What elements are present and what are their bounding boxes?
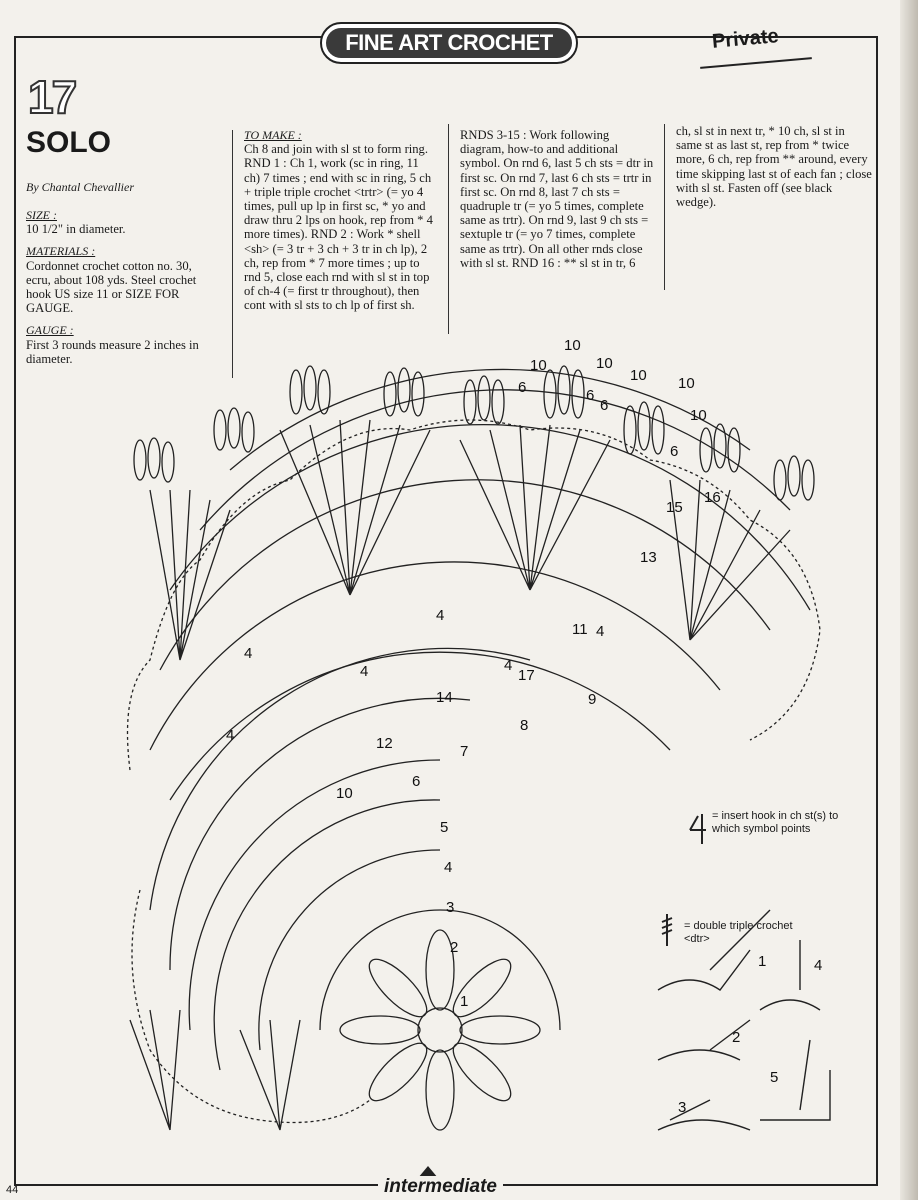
svg-text:6: 6: [586, 387, 595, 404]
svg-text:6: 6: [670, 443, 679, 460]
gauge-text: First 3 rounds measure 2 inches in diameter.: [26, 337, 199, 366]
svg-text:3: 3: [446, 899, 455, 916]
column-divider: [664, 124, 665, 290]
magazine-masthead: [320, 22, 578, 64]
book-spine-shadow: [900, 0, 918, 1200]
svg-text:1: 1: [460, 993, 469, 1010]
column-to-make: [244, 128, 436, 313]
svg-text:6: 6: [412, 773, 421, 790]
svg-text:10: 10: [630, 367, 647, 384]
pattern-number: 17: [28, 71, 76, 123]
svg-text:10: 10: [530, 357, 547, 374]
pattern-title: SOLO: [26, 126, 112, 159]
svg-text:1: 1: [758, 953, 767, 970]
svg-text:4: 4: [444, 859, 453, 876]
svg-text:4: 4: [504, 657, 513, 674]
svg-text:4: 4: [226, 727, 235, 744]
lower-chain: [132, 890, 370, 1123]
materials-heading: MATERIALS :: [26, 244, 96, 259]
svg-text:10: 10: [564, 337, 581, 354]
page-number: 44: [6, 1184, 19, 1196]
svg-text:10: 10: [336, 785, 353, 802]
svg-text:4: 4: [244, 645, 253, 662]
svg-text:11: 11: [572, 621, 588, 638]
svg-text:6: 6: [600, 397, 609, 414]
size-text: 10 1/2" in diameter.: [26, 222, 126, 237]
svg-text:5: 5: [440, 819, 449, 836]
svg-text:16: 16: [704, 489, 721, 506]
center-petals: [340, 930, 540, 1130]
crochet-diagram: [110, 330, 840, 1150]
size-heading: SIZE :: [26, 208, 57, 222]
fan-spokes: [130, 420, 790, 1130]
rounds-text: RNDS 3-15 : Work following diagram, how-to and additional symbol. On rnd 6, last 5 ch sts = dtr in first sc. On rnd 7, last 6 ch sts = trtr in first sc. On rnd 8, last 7 ch sts = quadruple tr (= yo 5 times, complete same as trtr). On rnd 9, last 9 ch sts = sextuple tr (= yo 7 times, complete same as trtr). On all other rnds close with sl st. RND 16 : ** sl st in tr, 6: [460, 128, 654, 270]
svg-text:8: 8: [520, 717, 529, 734]
column-rounds-continued: [676, 124, 872, 209]
svg-text:6: 6: [518, 379, 527, 396]
column-rounds: [460, 128, 654, 270]
to-make-heading: TO MAKE :: [244, 128, 302, 142]
diagram-labels: [226, 337, 721, 1010]
svg-text:4: 4: [436, 607, 445, 624]
rounds-continued-text: ch, sl st in next tr, * 10 ch, sl st in same st as last st, rep from * twice more, 6 ch, rep from ** around, every time skipping last st of each fan ; close with sl st. Fasten off (see black wedge).: [676, 124, 872, 210]
svg-text:7: 7: [460, 743, 469, 760]
legend-insert-hook: = insert hook in ch st(s) to which symbol points: [712, 810, 839, 835]
materials-text: Cordonnet crochet cotton no. 30, ecru, about 108 yds. Steel crochet hook US size 11 or SIZE FOR GAUGE.: [26, 258, 197, 316]
svg-text:10: 10: [678, 375, 695, 392]
svg-text:14: 14: [436, 689, 453, 706]
column-divider: [448, 124, 449, 334]
gauge-heading: GAUGE :: [26, 323, 74, 338]
to-make-text: Ch 8 and join with sl st to form ring. RND 1 : Ch 1, work (sc in ring, 11 ch) 7 times ; end with sc in ring, 5 ch + triple triple crochet <trtr> (= yo 4 times, pull up lp in first sc, * yo and draw thru 2 lps on hook, rep from * 4 more times). RND 2 : Work * shell <sh> (= 3 tr + 3 ch + 3 tr in ch lp), 2 ch, rep from * 7 more times ; up to rnd 5, close each rnd with sl st in top of ch-4 (= first tr throughout), then cont with sl sts to ch lp of first sh.: [244, 142, 433, 313]
svg-text:3: 3: [678, 1099, 687, 1116]
svg-text:10: 10: [596, 355, 613, 372]
round-arcs: [150, 369, 810, 1070]
pattern-byline: By Chantal Chevallier: [26, 180, 134, 194]
legend-dtr: = double triple crochet <dtr>: [684, 920, 793, 945]
outer-chain: [128, 420, 821, 770]
svg-text:4: 4: [596, 623, 605, 640]
svg-text:4: 4: [360, 663, 369, 680]
svg-text:13: 13: [640, 549, 657, 566]
masthead-title: FINE ART CROCHET: [326, 28, 572, 58]
private-tag: Private: [711, 25, 780, 53]
skill-level: intermediate: [378, 1176, 503, 1198]
svg-text:5: 5: [770, 1069, 779, 1086]
svg-text:10: 10: [690, 407, 707, 424]
insert-hook-symbol-icon: [688, 812, 708, 846]
svg-text:2: 2: [450, 939, 459, 956]
svg-text:12: 12: [376, 735, 393, 752]
svg-text:17: 17: [518, 667, 535, 684]
svg-text:4: 4: [814, 957, 823, 974]
svg-text:15: 15: [666, 499, 683, 516]
svg-text:9: 9: [588, 691, 597, 708]
svg-text:2: 2: [732, 1029, 741, 1046]
dtr-symbol-icon: [660, 912, 674, 948]
